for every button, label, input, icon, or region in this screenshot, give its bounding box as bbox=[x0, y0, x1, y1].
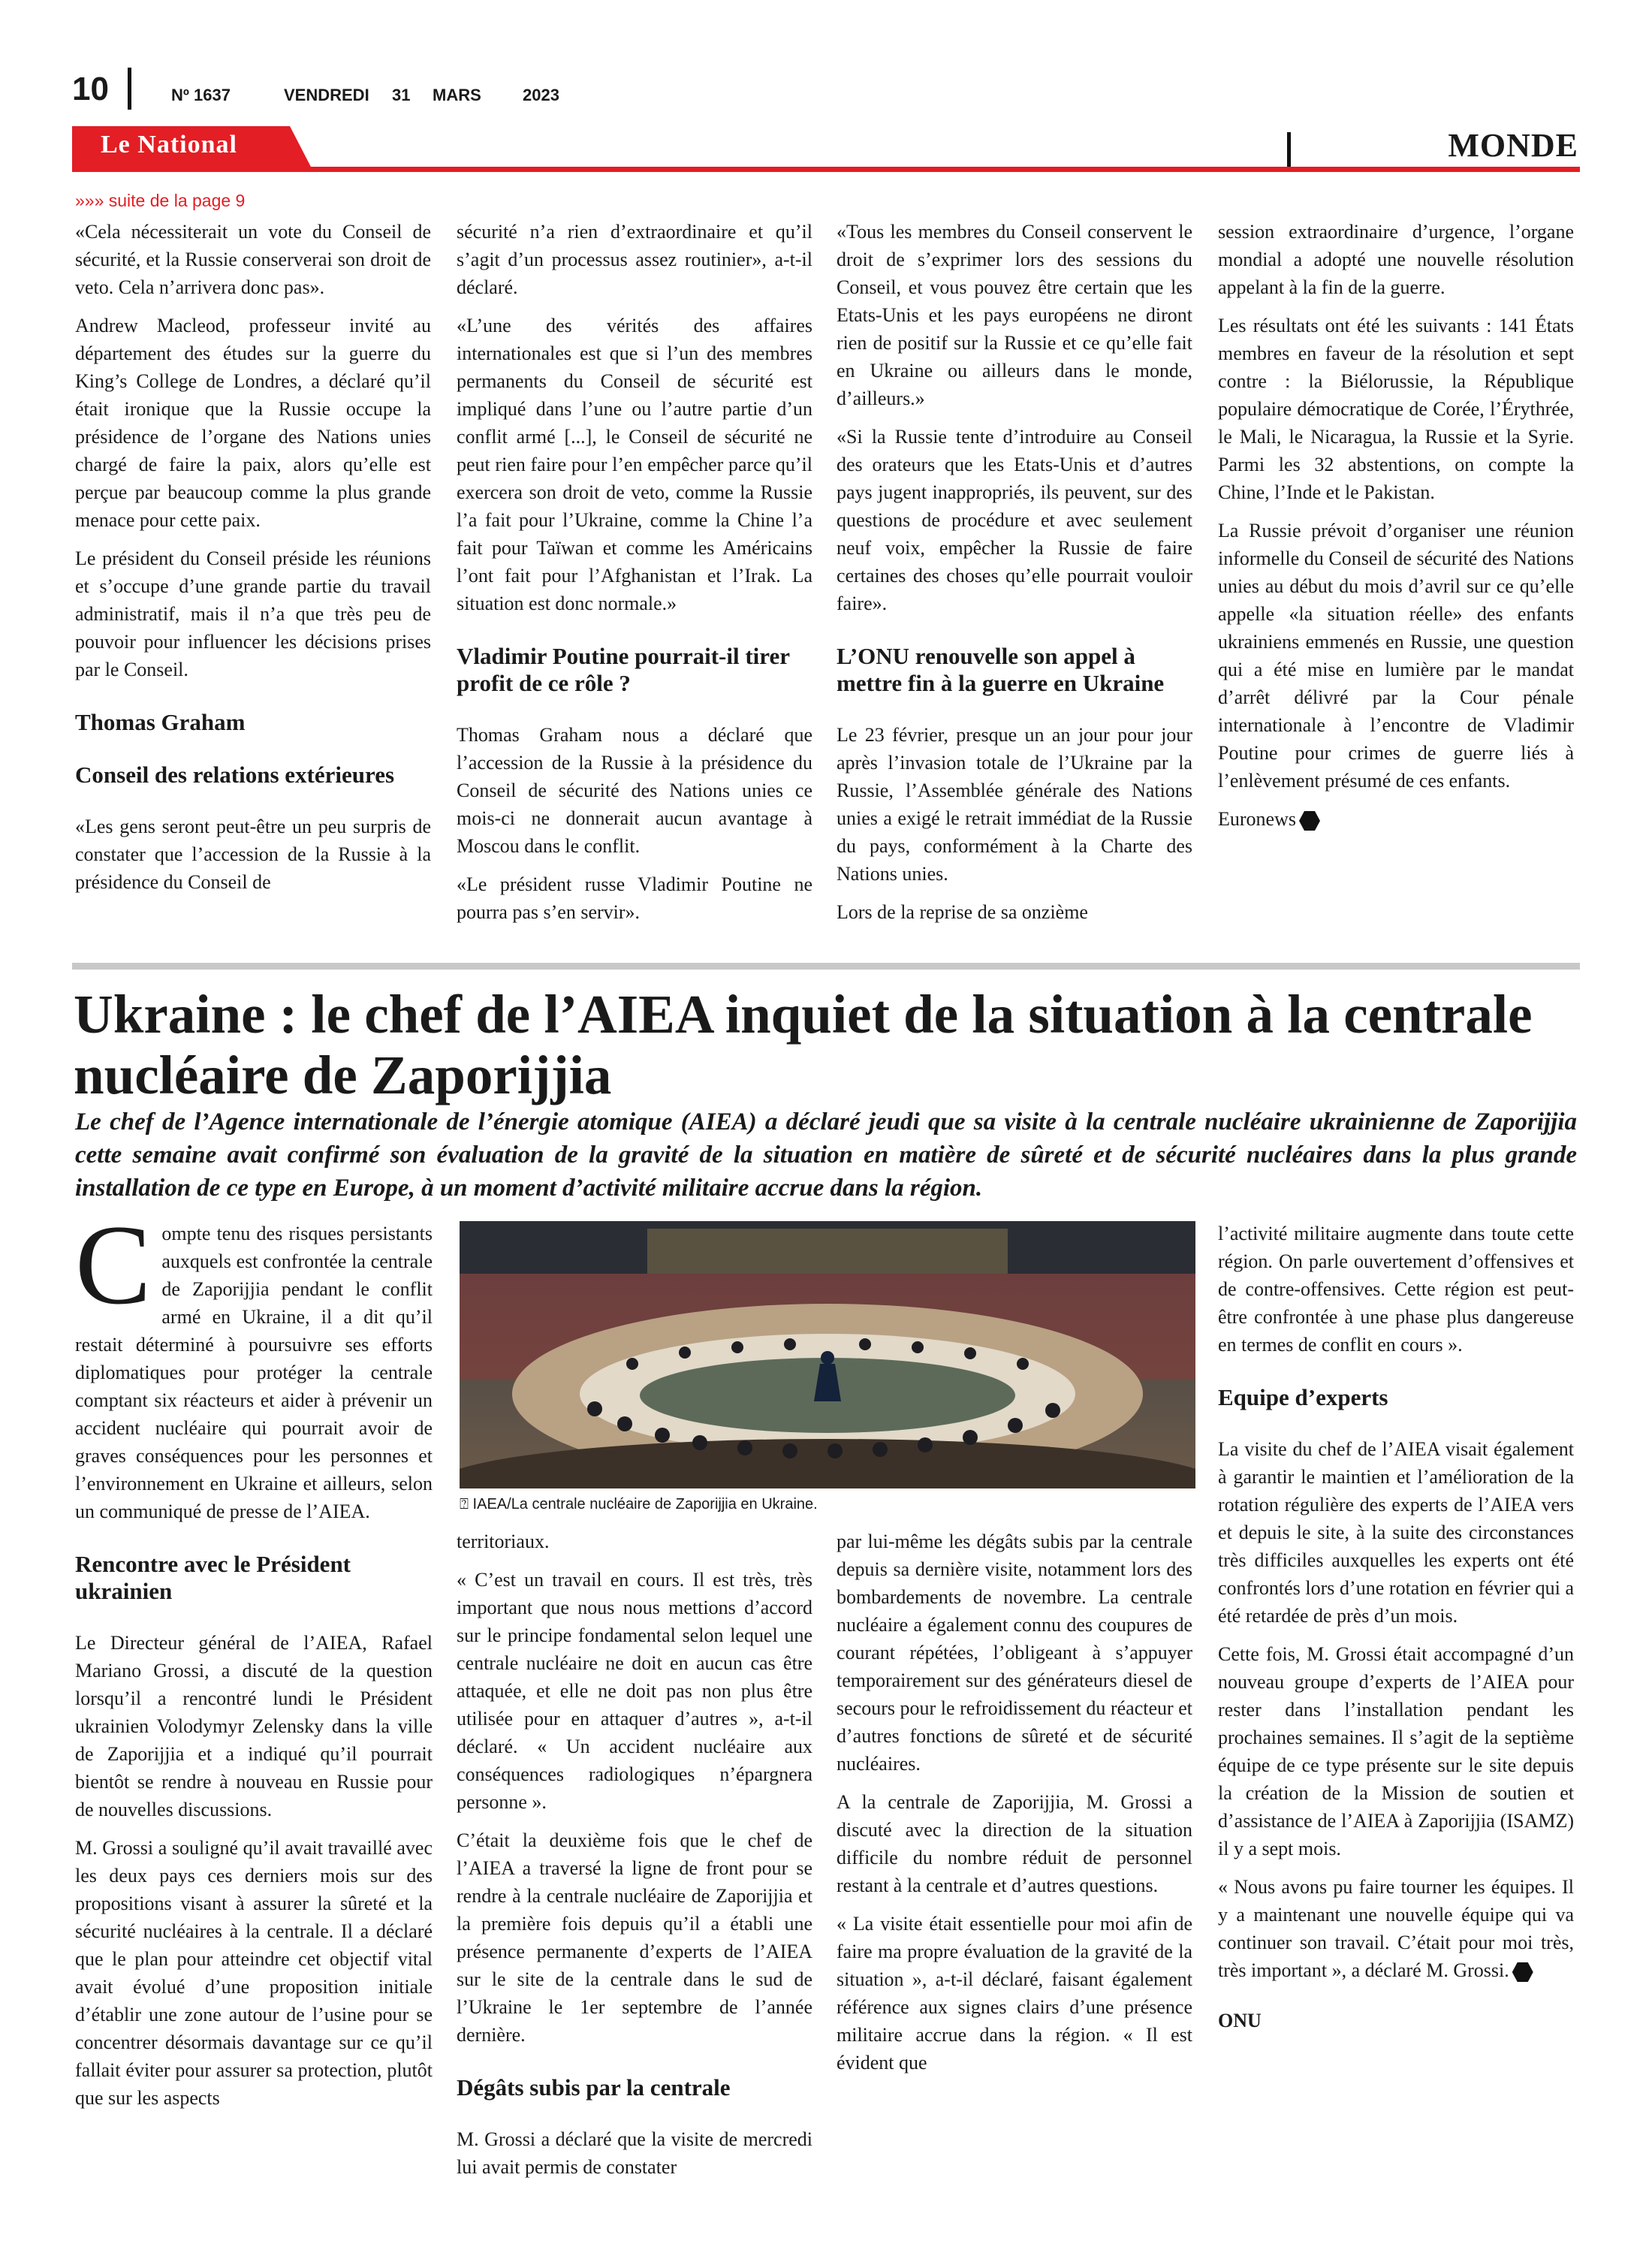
paragraph: l’activité militaire augmente dans toute cette région. On parle ouvertement d’offensives et de contre-offensives. Cette région est peut-être confrontée à une phase plus dangereuse en termes de conflit en cours ». bbox=[1218, 1223, 1574, 1356]
paragraph: «Si la Russie tente d’introduire au Conseil des orateurs que les Etats-Unis et d’autres pays jugent inappropriés, ils peuvent, sur des questions de procédure et avec seulement neuf voix, empêcher la Russie de faire certaines des choses qu’elle pourrait vouloir faire». bbox=[837, 426, 1192, 614]
paragraph: Le 23 février, presque un an jour pour jour après l’invasion totale de l’Ukraine par la Russie, l’Assemblée générale des Nations unies a exigé le retrait immédiat de la Russie du pays, conformément à la Charte des Nations unies. bbox=[837, 724, 1192, 885]
paragraph: A la centrale de Zaporijjia, M. Grossi a discuté avec la direction de la situation difficile du nombre réduit de personnel restant à la centrale et d’autres questions. bbox=[837, 1791, 1192, 1896]
article-separator bbox=[72, 963, 1580, 970]
paragraph: La Russie prévoit d’organiser une réunion informelle du Conseil de sécurité des Nations unies au début du mois d’avril sur ce qu’elle appelle «la situation réelle» des enfants ukrainiens emmenés en Russie, une question qui a été mise en lumière par le mandat d’arrêt délivré par la Cour pénale internationale à l’encontre de Vladimir Poutine pour crimes de guerre liés à l’enlèvement présumé de ces enfants. bbox=[1218, 520, 1574, 792]
article-column-2 bbox=[457, 1528, 812, 2191]
header-rule bbox=[72, 167, 1580, 172]
subheading: Dégâts subis par la centrale bbox=[457, 2074, 731, 2101]
header-divider bbox=[128, 68, 131, 110]
paragraph: C’était la deuxième fois que le chef de l’AIEA a traversé la ligne de front pour se rendre à la centrale nucléaire de Zaporijjia et la première fois depuis qu’il a établi une présence permanente d’experts de l’AIEA sur le site de la centrale dans le sud de l’Ukraine le 1er septembre de l’année dernière. bbox=[457, 1829, 812, 2046]
paragraph: territoriaux. bbox=[457, 1531, 550, 1552]
article-column-3 bbox=[837, 1528, 1192, 2087]
paragraph: La visite du chef de l’AIEA visait également à garantir le maintien et l’amélioration de la rotation régulière des experts de l’AIEA vers et depuis le site, à la suite des circonstances très difficiles auxquelles les experts ont été confrontés lors d’une rotation en février qui a été retardée de près d’un mois. bbox=[1218, 1438, 1574, 1627]
subheading: Equipe d’experts bbox=[1218, 1384, 1388, 1410]
paragraph: «L’une des vérités des affaires internationales est que si l’un des membres permanents du Conseil de sécurité est impliqué dans l’une ou l’autre partie d’un conflit armé [...], le Conseil de sécurité ne peut rien faire pour l’en empêcher parce qu’il exercera son droit de veto, comme la Russie l’a fait pour l’Ukraine, comme la Chine l’a fait pour Taïwan et comme les Américains l’ont fait pour l’Afghanistan et l’Irak. La situation est donc normale.» bbox=[457, 315, 812, 614]
drop-cap: C bbox=[75, 1202, 152, 1328]
photo-un-council-chamber bbox=[460, 1221, 1195, 1488]
headline: Ukraine : le chef de l’AIEA inquiet de la situation à la centrale nucléaire de Zaporijjia bbox=[74, 984, 1533, 1105]
article-column-4 bbox=[1218, 1220, 1574, 2045]
top-column-1 bbox=[75, 218, 431, 906]
article-column-1 bbox=[75, 1202, 433, 2122]
paragraph: M. Grossi a souligné qu’il avait travaillé avec les deux pays ces derniers mois sur des propositions visant à assurer la sûreté et la sécurité nucléaires à la centrale. Il a déclaré que le plan pour atteindre cet objectif vital avait évolué d’une proposition initiale d’établir une zone autour de l’usine pour se concentrer désormais davantage sur ce qu’il fallait éviter pour assurer sa protection, plutôt que sur les aspects bbox=[75, 1837, 433, 2109]
paragraph: « La visite était essentielle pour moi afin de faire ma propre évaluation de la gravité de la situation », a-t-il déclaré, faisant également référence aux signes clairs d’une présence militaire accrue dans la région. « Il est évident que bbox=[837, 1913, 1192, 2074]
paragraph: « C’est un travail en cours. Il est très, très important que nous nous mettions d’accord sur le principe fondamental selon lequel une centrale nucléaire ne doit en aucun cas être attaquée, et elle ne doit pas non plus être utilisée pour en attaquer d’autres », a-t-il déclaré. « Un accident nucléaire aux conséquences radiologiques n’épargnera personne ». bbox=[457, 1569, 812, 1813]
signature: Euronews bbox=[1218, 808, 1296, 830]
signature: ONU bbox=[1218, 2010, 1262, 2031]
issue-day: VENDREDI bbox=[284, 86, 369, 104]
paragraph: «Cela nécessiterait un vote du Conseil de sécurité, et la Russie conserverai son droit de veto. Cela n’arrivera donc pas». bbox=[75, 221, 431, 298]
issue-year: 2023 bbox=[523, 86, 559, 104]
paragraph: «Le président russe Vladimir Poutine ne pourra pas s’en servir». bbox=[457, 873, 812, 923]
subheading: L’ONU renouvelle son appel à mettre fin à la guerre en Ukraine bbox=[837, 643, 1165, 696]
issue-month: MARS bbox=[433, 86, 481, 104]
top-column-2 bbox=[457, 218, 812, 936]
paragraph: par lui-même les dégâts subis par la centrale depuis sa dernière visite, notamment lors des bombardements de novembre. La centrale nucléaire a également connu des coupures de courant répétées, l’obligeant à s’appuyer temporairement sur des générateurs diesel de secours pour le refroidissement du réacteur et d’autres fonctions de sûreté et de sécurité nucléaires. bbox=[837, 1531, 1192, 1775]
paragraph: Andrew Macleod, professeur invité au département des études sur la guerre du King’s College de Londres, a déclaré qu’il était ironique que la Russie occupe la présidence de l’organe des Nations unies chargé de faire la paix, alors qu’elle est perçue par beaucoup comme la plus grande menace pour cette paix. bbox=[75, 315, 431, 531]
paragraph: Le président du Conseil préside les réunions et s’occupe d’une grande partie du travail administratif, mais il n’a que très peu de pouvoir pour influencer les décisions prises par le Conseil. bbox=[75, 547, 431, 680]
page-number: 10 bbox=[72, 71, 109, 107]
paragraph: Thomas Graham nous a déclaré que l’accession de la Russie à la présidence du Conseil de sécurité des Nations unies ce mois-ci ne donnerait aucun avantage à Moscou dans le conflit. bbox=[457, 724, 812, 857]
issue-date: 31 bbox=[392, 86, 411, 104]
top-column-4 bbox=[1218, 218, 1574, 843]
continued-from: »»» suite de la page 9 bbox=[75, 191, 246, 210]
paragraph: sécurité n’a rien d’extraordinaire et qu’il s’agit d’un processus assez routinier», a-t-il déclaré. bbox=[457, 221, 812, 298]
paragraph: «Tous les membres du Conseil conservent le droit de s’exprimer lors des sessions du Conseil, et vous pouvez être certain que les Etats-Unis et les pays européens ne diront rien de positif sur la Russie et ce qu’elle fait en Ukraine ou ailleurs dans le monde, d’ailleurs.» bbox=[837, 221, 1192, 409]
section-title: MONDE bbox=[1448, 127, 1578, 164]
brand-name: Le National bbox=[101, 131, 237, 158]
subheading: Rencontre avec le Président ukrainien bbox=[75, 1551, 351, 1604]
section-divider bbox=[1287, 132, 1291, 167]
issue-number: Nº 1637 bbox=[171, 86, 231, 104]
paragraph: Lors de la reprise de sa onzième bbox=[837, 901, 1088, 923]
paragraph: Les résultats ont été les suivants : 141 États membres en faveur de la résolution et sept contre : la Biélorussie, la République populaire démocratique de Corée, l’Érythrée, le Mali, le Nicaragua, la Russie et la Syrie. Parmi les 32 abstentions, on compte la Chine, l’Inde et le Pakistan. bbox=[1218, 315, 1574, 503]
photo-caption: ⍰ IAEA/La centrale nucléaire de Zaporijjia en Ukraine. bbox=[460, 1496, 818, 1513]
paragraph: M. Grossi a déclaré que la visite de mercredi lui avait permis de constater bbox=[457, 2128, 812, 2178]
subheading: Thomas Graham bbox=[75, 709, 246, 735]
paragraph: Le Directeur général de l’AIEA, Rafael Mariano Grossi, a discuté de la question lorsqu’il a rencontré lundi le Président ukrainien Volodymyr Zelensky dans la ville de Zaporijjia et a indiqué qu’il pourrait bientôt se rendre à nouveau en Russie pour de nouvelles discussions. bbox=[75, 1632, 433, 1820]
top-column-3 bbox=[837, 218, 1192, 936]
paragraph: « Nous avons pu faire tourner les équipes. Il y a maintenant une nouvelle équipe qui va continuer son travail. C’était pour moi très, très important », a déclaré M. Grossi. bbox=[1218, 1876, 1574, 1981]
subheading: Vladimir Poutine pourrait-il tirer profit de ce rôle ? bbox=[457, 643, 790, 696]
paragraph: ompte tenu des risques persistants auxquels est confrontée la centrale de Zaporijjia pendant le conflit armé en Ukraine, il a dit qu’il restait déterminé à poursuivre ses efforts diplomatiques pour protéger la centrale comptant six réacteurs et aider à prévenir un accident nucléaire qui pourrait avoir de graves conséquences pour les personnes et l’environnement en Ukraine et ailleurs, selon un communiqué de presse de l’AIEA. bbox=[75, 1223, 433, 1522]
paragraph: «Les gens seront peut-être un peu surpris de constater que l’accession de la Russie à la présidence du Conseil de bbox=[75, 816, 431, 893]
subheading: Conseil des relations extérieures bbox=[75, 762, 395, 788]
standfirst: Le chef de l’Agence internationale de l’énergie atomique (AIEA) a déclaré jeudi que sa visite à la centrale nucléaire ukrainienne de Zaporijjia cette semaine avait confirmé son évaluation de la gravité de la situation en matière de sûreté et de sécurité nucléaires dans la plus grande installation de ce type en Europe, à un moment d’activité militaire accrue dans la région. bbox=[75, 1108, 1577, 1202]
end-mark-icon bbox=[1512, 1962, 1533, 1982]
paragraph: Cette fois, M. Grossi était accompagné d’un nouveau groupe d’experts de l’AIEA pour rester dans l’installation pendant les prochaines semaines. Il s’agit de la septième équipe de ce type présente sur le site depuis la création de la Mission de soutien et d’assistance de l’AIEA à Zaporijjia (ISAMZ) il y a sept mois. bbox=[1218, 1643, 1574, 1859]
paragraph: session extraordinaire d’urgence, l’organe mondial a adopté une nouvelle résolution appelant à la fin de la guerre. bbox=[1218, 221, 1574, 298]
end-mark-icon bbox=[1299, 811, 1320, 831]
